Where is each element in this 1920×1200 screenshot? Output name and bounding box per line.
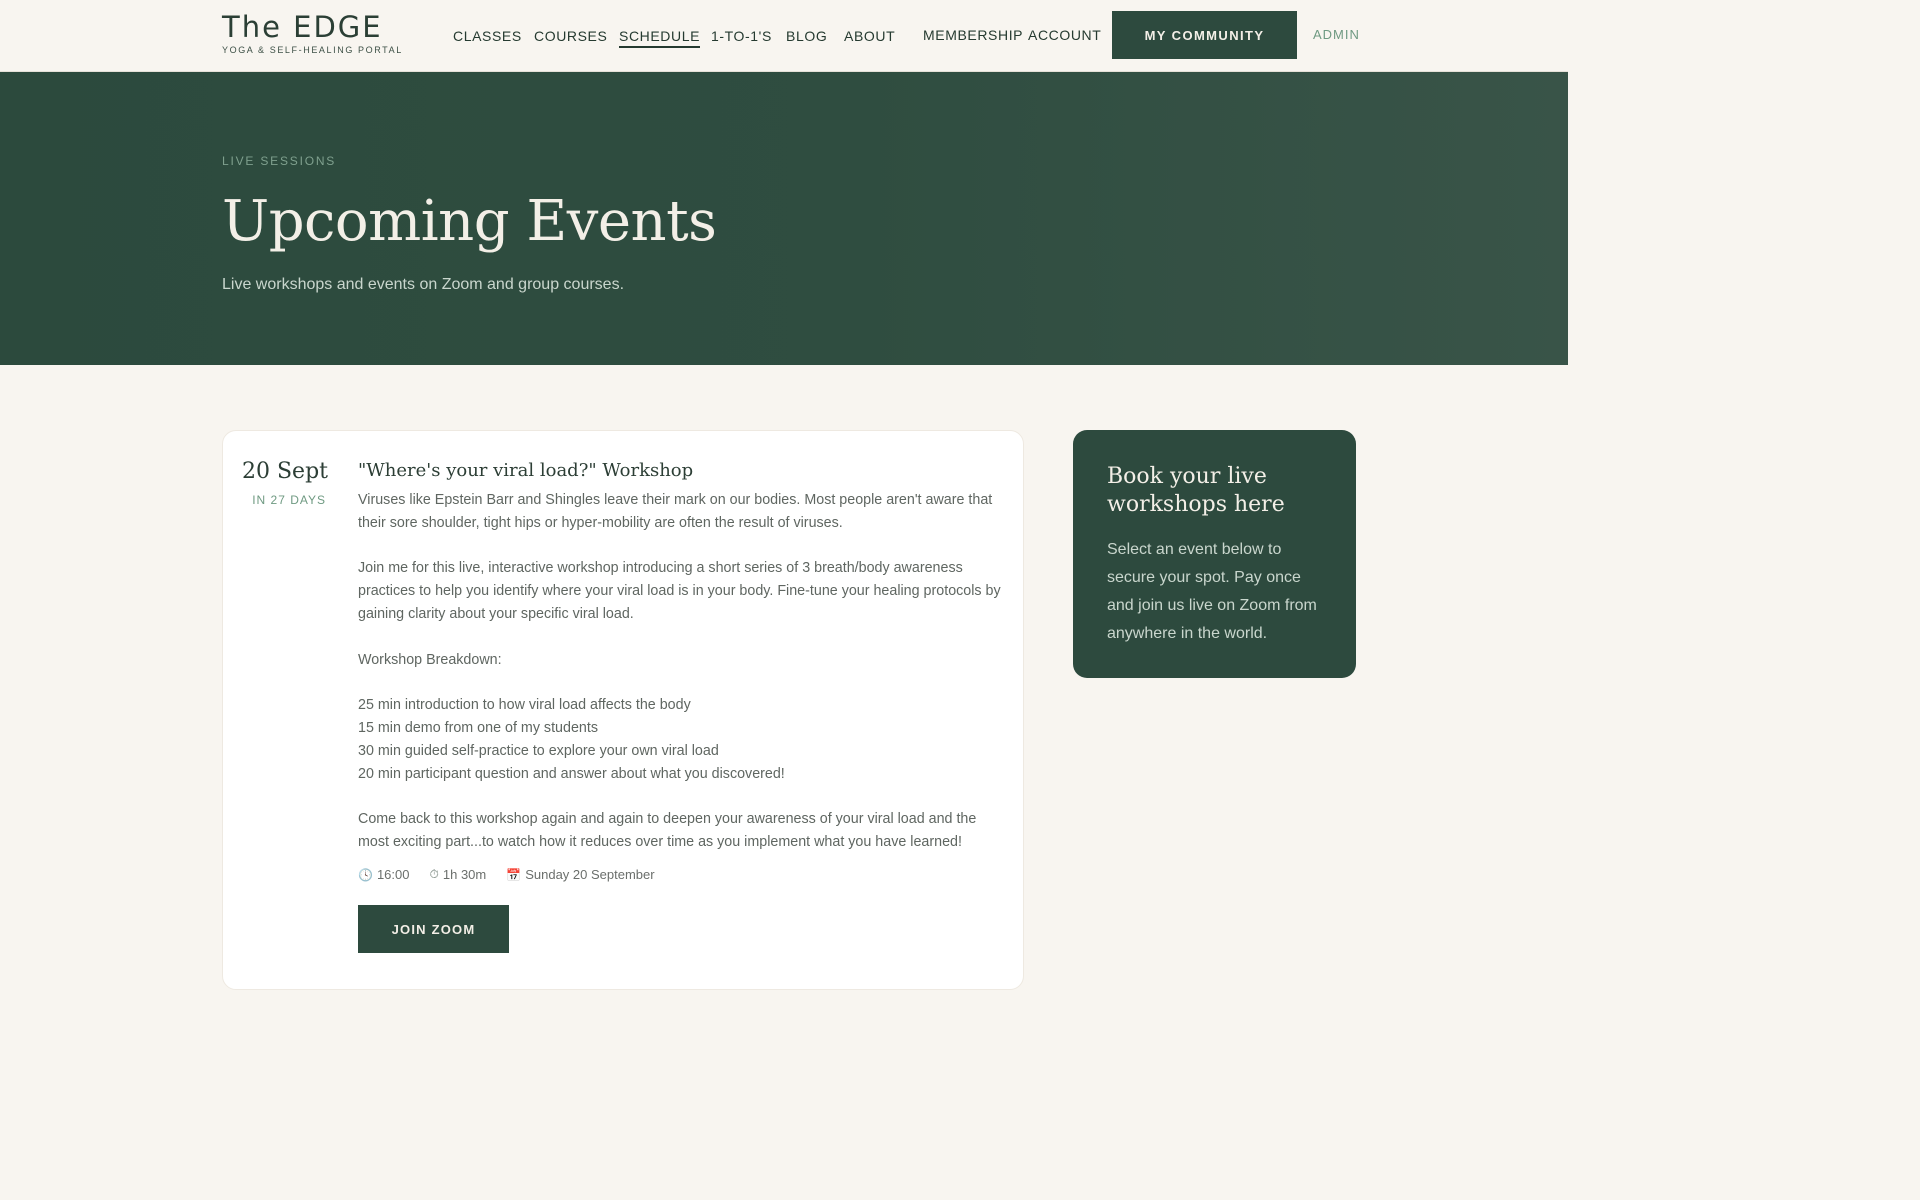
breakdown-item: 20 min participant question and answer about what you discovered! [358,765,785,782]
breakdown-item: 30 min guided self-practice to explore your own viral load [358,742,719,759]
brand-subtitle: YOGA & SELF-HEALING PORTAL [222,45,403,55]
calendar-icon: 📅 [506,867,522,882]
event-day-value: Sunday 20 September [525,867,655,882]
nav-blog[interactable]: BLOG [786,28,828,44]
booking-panel [1073,430,1356,678]
nav-classes[interactable]: CLASSES [453,28,522,44]
join-zoom-button[interactable]: JOIN ZOOM [358,905,509,953]
event-day [506,867,654,882]
event-duration [430,867,487,882]
nav-account[interactable]: ACCOUNT [1028,27,1102,43]
nav-courses[interactable]: COURSES [534,28,608,44]
booking-title: Book your live workshops here [1107,464,1285,517]
event-duration-value: 1h 30m [442,867,487,882]
breakdown-item: 15 min demo from one of my students [358,719,598,736]
event-countdown: IN 27 DAYS [252,493,326,507]
event-paragraph: Join me for this live, interactive workshop introducing a short series of 3 breath/body awareness practices to help you identify where your viral load is in your body. Fine-tune your healing protocols by gaining clarity about your specific viral load. [358,560,1001,622]
event-card [222,430,1024,990]
hero-banner [0,72,1568,365]
event-title[interactable]: "Where's your viral load?" Workshop [358,460,694,481]
event-meta [358,867,655,882]
my-community-button[interactable]: MY COMMUNITY [1112,11,1297,59]
clock-icon: 🕓 [358,867,373,882]
nav-about[interactable]: ABOUT [844,28,896,44]
event-time [358,867,410,882]
breakdown-item: 25 min introduction to how viral load affects the body [358,697,691,714]
breakdown-label: Workshop Breakdown: [358,651,502,668]
nav-one-to-ones[interactable]: 1-TO-1'S [711,28,772,44]
event-paragraph: Come back to this workshop again and again to deepen your awareness of your viral load and the most exciting part...to watch how it reduces over time as you implement what you have learned! [358,811,977,850]
page-title: Upcoming Events [222,189,717,254]
brand-logo[interactable] [222,10,403,55]
event-paragraph: Viruses like Epstein Barr and Shingles leave their mark on our bodies. Most people aren't aware that their sore shoulder, tight hips or hyper-mobility are often the result of viruses. [358,492,993,531]
nav-membership[interactable]: MEMBERSHIP [923,27,1024,43]
event-time-value: 16:00 [376,867,410,882]
admin-link[interactable]: ADMIN [1313,27,1360,42]
booking-text: Select an event below to secure your spot. Pay once and join us live on Zoom from anywhere in the world. [1107,541,1317,642]
event-description [358,489,1003,854]
hero-eyebrow: LIVE SESSIONS [222,154,337,168]
nav-schedule[interactable]: SCHEDULE [619,27,700,48]
brand-title: The EDGE [222,10,383,44]
hero-subtitle: Live workshops and events on Zoom and group courses. [222,276,625,293]
stopwatch-icon: ⏱ [429,867,439,881]
event-date: 20 Sept [241,459,328,484]
site-header [0,0,1568,72]
